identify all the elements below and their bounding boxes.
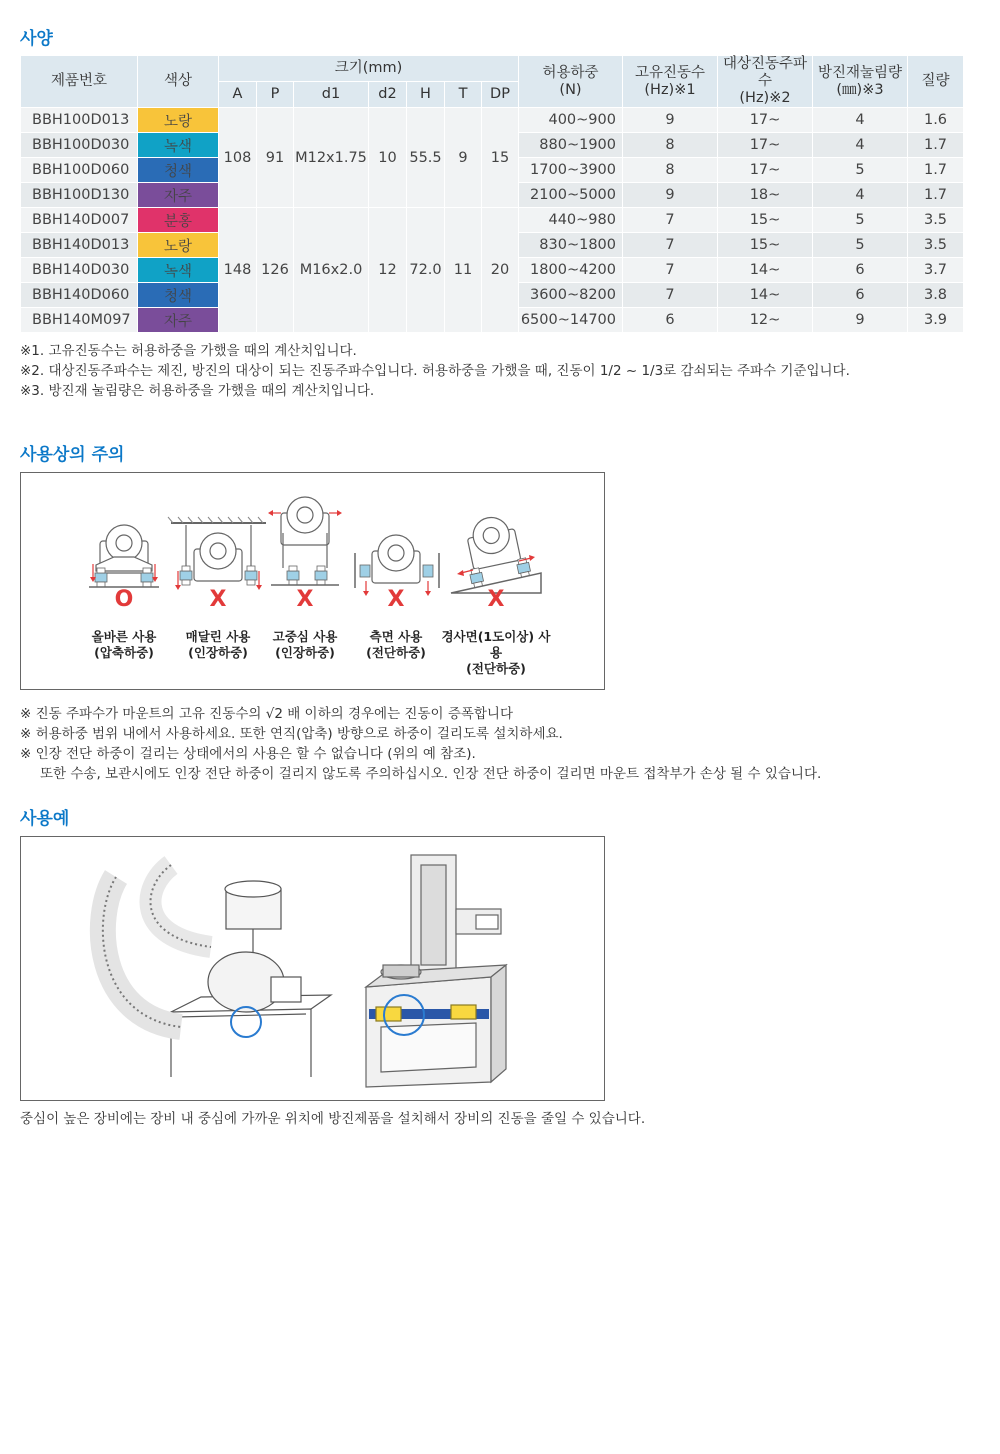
dimension-cell-a: 148 bbox=[219, 208, 257, 333]
dimension-cell-d2: 12 bbox=[369, 208, 407, 333]
incorrect-mark-icon: X bbox=[296, 587, 314, 612]
correct-use-figure bbox=[89, 525, 159, 587]
usage-caption bbox=[341, 629, 451, 661]
spec-table bbox=[20, 55, 964, 333]
mass-cell: 3.5 bbox=[908, 208, 964, 233]
dimension-cell-h: 55.5 bbox=[407, 108, 445, 208]
color-swatch-cell: 노랑 bbox=[138, 233, 219, 258]
part-number-cell: BBH100D130 bbox=[21, 183, 138, 208]
natural-frequency-cell: 9 bbox=[623, 183, 718, 208]
header-T: T bbox=[445, 82, 482, 108]
table-row bbox=[21, 108, 964, 133]
slope-use-figure bbox=[451, 511, 541, 593]
caution-note: ※ 진동 주파수가 마운트의 고유 진동수의 √2 배 이하의 경우에는 진동이 증폭합니다 bbox=[20, 706, 514, 722]
correct-mark-icon: O bbox=[114, 587, 134, 612]
color-swatch-cell: 분홍 bbox=[138, 208, 219, 233]
header-DP: DP bbox=[482, 82, 519, 108]
deflection-cell: 4 bbox=[813, 108, 908, 133]
caution-section-title: 사용상의 주의 bbox=[20, 445, 125, 465]
usage-illustration-box bbox=[20, 836, 605, 1101]
usage-caption-load: (전단하중) bbox=[366, 645, 426, 660]
part-number-cell: BBH140M097 bbox=[21, 308, 138, 333]
dimension-cell-t: 11 bbox=[445, 208, 482, 333]
natural-frequency-cell: 7 bbox=[623, 258, 718, 283]
natural-frequency-cell: 8 bbox=[623, 133, 718, 158]
target-frequency-cell: 18~ bbox=[718, 183, 813, 208]
usage-caption-title: 고중심 사용 bbox=[272, 629, 338, 644]
usage-caption-title: 측면 사용 bbox=[369, 629, 423, 644]
mass-cell: 1.7 bbox=[908, 158, 964, 183]
part-number-cell: BBH100D060 bbox=[21, 158, 138, 183]
mass-cell: 3.7 bbox=[908, 258, 964, 283]
usage-note: 중심이 높은 장비에는 장비 내 중심에 가까운 위치에 방진제품을 설치해서 장비의 진동을 줄일 수 있습니다. bbox=[20, 1111, 646, 1127]
load-cell: 440~980 bbox=[519, 208, 623, 233]
color-swatch-cell: 자주 bbox=[138, 183, 219, 208]
deflection-cell: 6 bbox=[813, 283, 908, 308]
spec-section-title: 사양 bbox=[20, 29, 53, 49]
part-number-cell: BBH140D030 bbox=[21, 258, 138, 283]
natural-frequency-cell: 6 bbox=[623, 308, 718, 333]
color-swatch-cell: 노랑 bbox=[138, 108, 219, 133]
spec-note: ※2. 대상진동주파수는 제진, 방진의 대상이 되는 진동주파수입니다. 허용하중을 가했을 때, 진동이 1/2 ~ 1/3로 감쇠되는 주파수 기준입니다. bbox=[20, 363, 850, 379]
dimension-cell-d2: 10 bbox=[369, 108, 407, 208]
header-part-no: 제품번호 bbox=[21, 56, 138, 108]
dimension-cell-d1: M16x2.0 bbox=[294, 208, 369, 333]
header-target-frequency: 대상진동주파수 (Hz)※2 bbox=[718, 56, 813, 108]
header-P: P bbox=[257, 82, 294, 108]
spec-notes bbox=[20, 341, 850, 401]
high-center-use-figure bbox=[268, 497, 342, 585]
deflection-cell: 4 bbox=[813, 183, 908, 208]
color-swatch-cell: 청색 bbox=[138, 158, 219, 183]
caution-note: 또한 수송, 보관시에도 인장 전단 하중이 걸리지 않도록 주의하십시오. 인장 전단 하중이 걸리면 마운트 접착부가 손상 될 수 있습니다. bbox=[40, 766, 822, 782]
natural-frequency-cell: 7 bbox=[623, 233, 718, 258]
dimension-cell-p: 91 bbox=[257, 108, 294, 208]
deflection-cell: 5 bbox=[813, 233, 908, 258]
mass-cell: 3.9 bbox=[908, 308, 964, 333]
usage-caption-load: (압축하중) bbox=[94, 645, 154, 660]
usage-section-title: 사용예 bbox=[20, 809, 70, 829]
deflection-cell: 5 bbox=[813, 158, 908, 183]
caution-note: ※ 인장 전단 하중이 걸리는 상태에서의 사용은 할 수 없습니다 (위의 예 참조). bbox=[20, 746, 476, 762]
hanging-use-figure bbox=[168, 517, 266, 590]
incorrect-mark-icon: X bbox=[209, 587, 227, 612]
target-frequency-cell: 17~ bbox=[718, 108, 813, 133]
header-load: 허용하중 (N) bbox=[519, 56, 623, 108]
color-swatch-cell: 녹색 bbox=[138, 133, 219, 158]
dimension-cell-t: 9 bbox=[445, 108, 482, 208]
header-size: 크기(mm) bbox=[219, 56, 519, 82]
target-frequency-cell: 14~ bbox=[718, 258, 813, 283]
color-swatch-cell: 자주 bbox=[138, 308, 219, 333]
target-frequency-cell: 17~ bbox=[718, 133, 813, 158]
deflection-cell: 6 bbox=[813, 258, 908, 283]
machine-frame-illustration bbox=[366, 855, 506, 1087]
natural-frequency-cell: 7 bbox=[623, 208, 718, 233]
usage-caption-load: (인장하중) bbox=[188, 645, 248, 660]
load-cell: 400~900 bbox=[519, 108, 623, 133]
mass-cell: 3.5 bbox=[908, 233, 964, 258]
header-H: H bbox=[407, 82, 445, 108]
part-number-cell: BBH140D013 bbox=[21, 233, 138, 258]
usage-caption-title: 올바른 사용 bbox=[91, 629, 157, 644]
usage-caption-load: (전단하중) bbox=[466, 661, 526, 676]
part-number-cell: BBH140D060 bbox=[21, 283, 138, 308]
spec-note: ※1. 고유진동수는 허용하중을 가했을 때의 계산치입니다. bbox=[20, 343, 357, 359]
mass-cell: 1.6 bbox=[908, 108, 964, 133]
caution-diagram-box bbox=[20, 472, 605, 690]
caution-note: ※ 허용하중 범위 내에서 사용하세요. 또한 연직(압축) 방향으로 하중이 걸리도록 설치하세요. bbox=[20, 726, 563, 742]
dimension-cell-p: 126 bbox=[257, 208, 294, 333]
usage-caption-title: 매달린 사용 bbox=[185, 629, 251, 644]
usage-caption-title: 경사면(1도이상) 사용 bbox=[441, 629, 551, 660]
load-cell: 6500~14700 bbox=[519, 308, 623, 333]
dimension-cell-d1: M12x1.75 bbox=[294, 108, 369, 208]
deflection-cell: 4 bbox=[813, 133, 908, 158]
caution-notes bbox=[20, 704, 821, 784]
target-frequency-cell: 15~ bbox=[718, 208, 813, 233]
natural-frequency-cell: 9 bbox=[623, 108, 718, 133]
usage-caption-load: (인장하중) bbox=[275, 645, 335, 660]
header-deflection: 방진재눌림량 (㎜)※3 bbox=[813, 56, 908, 108]
deflection-cell: 5 bbox=[813, 208, 908, 233]
natural-frequency-cell: 8 bbox=[623, 158, 718, 183]
dimension-cell-a: 108 bbox=[219, 108, 257, 208]
target-frequency-cell: 12~ bbox=[718, 308, 813, 333]
header-mass: 질량 bbox=[908, 56, 964, 108]
load-cell: 1800~4200 bbox=[519, 258, 623, 283]
part-number-cell: BBH100D013 bbox=[21, 108, 138, 133]
dimension-cell-dp: 20 bbox=[482, 208, 519, 333]
header-color: 색상 bbox=[138, 56, 219, 108]
load-cell: 3600~8200 bbox=[519, 283, 623, 308]
color-swatch-cell: 청색 bbox=[138, 283, 219, 308]
mass-cell: 3.8 bbox=[908, 283, 964, 308]
incorrect-mark-icon: X bbox=[387, 587, 405, 612]
load-cell: 830~1800 bbox=[519, 233, 623, 258]
header-natural-frequency: 고유진동수 (Hz)※1 bbox=[623, 56, 718, 108]
spec-note: ※3. 방진재 눌림량은 허용하중을 가했을 때의 계산치입니다. bbox=[20, 383, 375, 399]
part-number-cell: BBH140D007 bbox=[21, 208, 138, 233]
usage-illustration bbox=[21, 837, 604, 1100]
load-cell: 1700~3900 bbox=[519, 158, 623, 183]
target-frequency-cell: 17~ bbox=[718, 158, 813, 183]
dimension-cell-dp: 15 bbox=[482, 108, 519, 208]
part-number-cell: BBH100D030 bbox=[21, 133, 138, 158]
load-cell: 2100~5000 bbox=[519, 183, 623, 208]
usage-caption bbox=[441, 629, 551, 677]
header-A: A bbox=[219, 82, 257, 108]
blower-duct-illustration bbox=[103, 865, 331, 1077]
target-frequency-cell: 15~ bbox=[718, 233, 813, 258]
target-frequency-cell: 14~ bbox=[718, 283, 813, 308]
table-row bbox=[21, 208, 964, 233]
natural-frequency-cell: 7 bbox=[623, 283, 718, 308]
incorrect-mark-icon: X bbox=[487, 587, 505, 612]
mass-cell: 1.7 bbox=[908, 133, 964, 158]
dimension-cell-h: 72.0 bbox=[407, 208, 445, 333]
header-d2: d2 bbox=[369, 82, 407, 108]
deflection-cell: 9 bbox=[813, 308, 908, 333]
color-swatch-cell: 녹색 bbox=[138, 258, 219, 283]
load-cell: 880~1900 bbox=[519, 133, 623, 158]
mass-cell: 1.7 bbox=[908, 183, 964, 208]
header-d1: d1 bbox=[294, 82, 369, 108]
